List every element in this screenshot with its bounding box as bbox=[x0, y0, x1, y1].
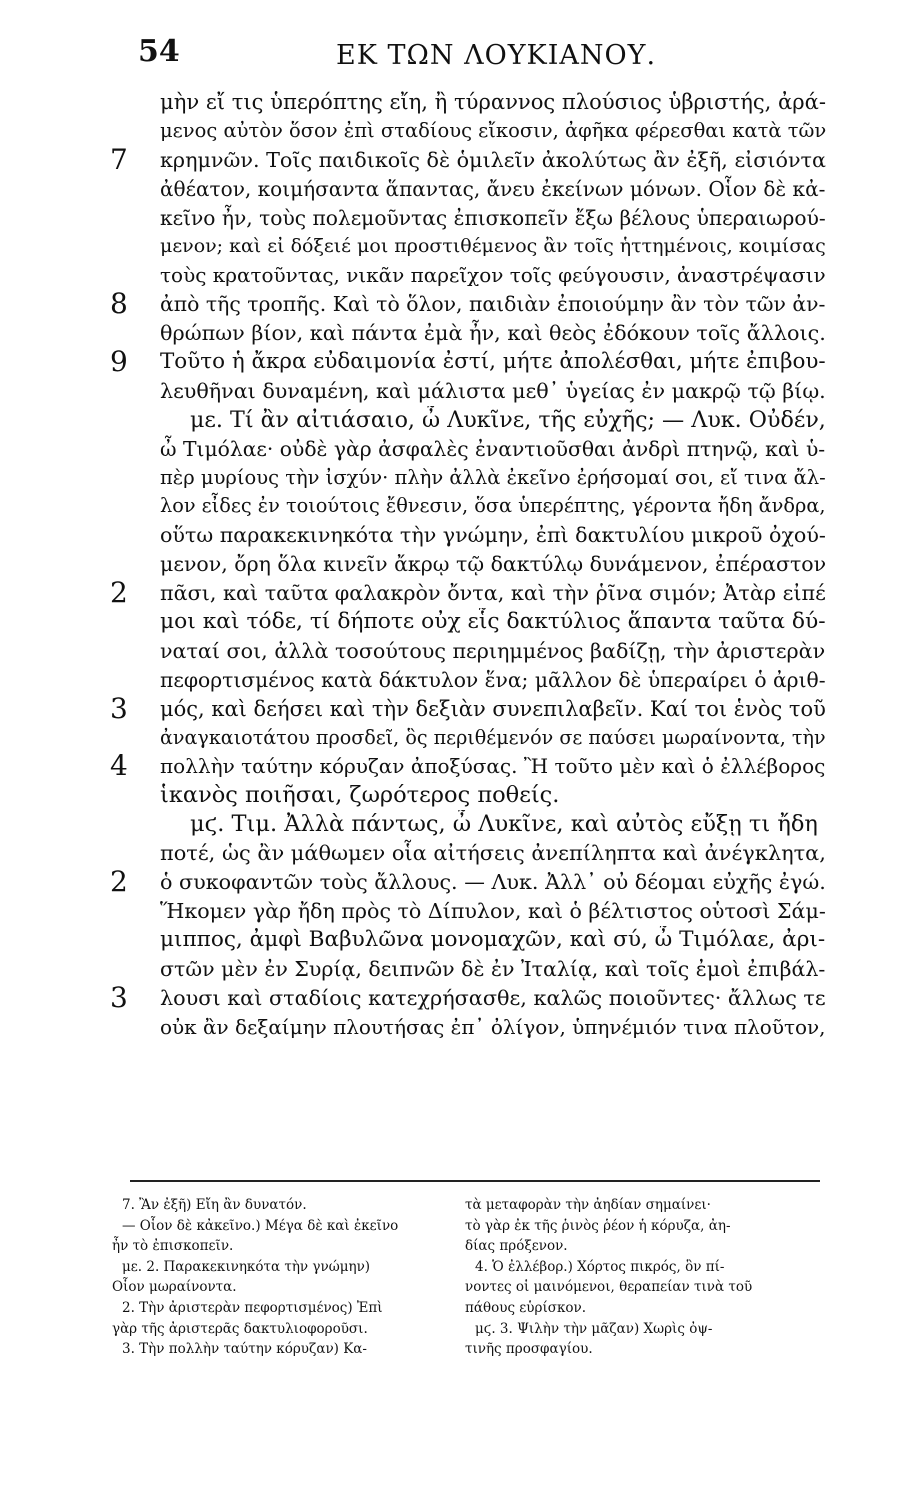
text-line bbox=[110, 435, 830, 464]
section-number: 3 bbox=[110, 983, 128, 1013]
running-title: ΕΚ ΤΩΝ ΛΟΥΚΙΑΝΟΥ. bbox=[336, 40, 657, 71]
text-line bbox=[110, 810, 830, 839]
footnote-line: γὰρ τῆς ἀριστερᾶς δακτυλιοφοροῦσι. bbox=[112, 1320, 368, 1337]
footnote-line: 2. Τὴν ἀριστερὰν πεφορτισμένος) Ἐπὶ bbox=[122, 1299, 383, 1316]
line-text: ἀθέατον, κοιμήσαντα ἅπαντας, ἄνευ ἐκείνων μόνων. Οἷον δὲ κἀ- bbox=[160, 176, 826, 201]
text-line bbox=[110, 955, 830, 984]
text-line bbox=[110, 1013, 830, 1042]
line-text: ναταί σοι, ἀλλὰ τοσούτους περιημμένος βαδίζῃ, τὴν ἀριστερὰν bbox=[160, 638, 826, 663]
line-text: θρώπων βίον, καὶ πάντα ἐμὰ ἦν, καὶ θεὸς ἐδόκουν τοῖς ἄλλοις. bbox=[160, 321, 826, 346]
footnote-line: δίας πρόξενον. bbox=[465, 1238, 568, 1255]
text-line bbox=[110, 521, 830, 550]
text-line bbox=[110, 608, 830, 637]
text-line bbox=[110, 637, 830, 666]
line-text: με. Τί ἂν αἰτιάσαιο, ὦ Λυκῖνε, τῆς εὐχῆς; — Λυκ. Οὐδέν, bbox=[190, 406, 826, 433]
line-text: ἀναγκαιοτάτου προσδεῖ, ὃς περιθέμενόν σε παύσει μωραίνοντα, τὴν bbox=[160, 725, 826, 749]
text-line bbox=[110, 897, 830, 926]
text-line bbox=[110, 88, 830, 117]
footnote-line: μϛ. 3. Ψιλὴν τὴν μᾶζαν) Χωρὶς ὀψ- bbox=[475, 1320, 713, 1337]
line-text: πὲρ μυρίους τὴν ἰσχύν· πλὴν ἀλλὰ ἐκεῖνο ἐρήσομαί σοι, εἴ τινα ἄλ- bbox=[160, 465, 826, 489]
main-text bbox=[110, 88, 830, 1041]
line-text: μός, καὶ δεήσει καὶ τὴν δεξιὰν συνεπιλαβεῖν. Καί τοι ἑνὸς τοῦ bbox=[160, 696, 826, 721]
text-line bbox=[110, 579, 830, 608]
text-line bbox=[110, 781, 830, 810]
line-text: ὦ Τιμόλαε· οὐδὲ γὰρ ἀσφαλὲς ἐναντιοῦσθαι ἀνδρὶ πτηνῷ, καὶ ὑ- bbox=[160, 436, 826, 461]
footnote-line: 7. Ἂν ἐξῆ) Εἴη ἂν δυνατόν. bbox=[122, 1197, 307, 1213]
line-text: ἱκανὸς ποιῆσαι, ζωρότερος ποθείς. bbox=[160, 782, 560, 809]
text-line bbox=[110, 319, 830, 348]
footnote-line: τινῆς προσφαγίου. bbox=[465, 1341, 593, 1358]
line-text: ἀπὸ τῆς τροπῆς. Καὶ τὸ ὅλον, παιδιὰν ἐποιούμην ἂν τὸν τῶν ἀν- bbox=[160, 292, 826, 317]
line-text: κεῖνο ἦν, τοὺς πολεμοῦντας ἐπισκοπεῖν ἔξω βέλους ὑπεραιωρού- bbox=[160, 205, 826, 230]
text-line bbox=[110, 232, 830, 261]
line-text: τοὺς κρατοῦντας, νικᾶν παρεῖχον τοῖς φεύγουσιν, ἀναστρέψασιν bbox=[160, 263, 826, 288]
line-text: στῶν μὲν ἐν Συρίᾳ, δειπνῶν δὲ ἐν Ἰταλίᾳ, καὶ τοῖς ἐμοὶ ἐπιβάλ- bbox=[160, 956, 826, 981]
line-text: οὐκ ἂν δεξαίμην πλουτήσας ἐπ᾽ ὀλίγον, ὑπηνέμιόν τινα πλοῦτον, bbox=[160, 1014, 826, 1039]
footnote-line: τὰ μεταφορὰν τὴν ἀηδίαν σημαίνει· bbox=[465, 1197, 711, 1213]
footnote-line: 4. Ὁ ἐλλέβορ.) Χόρτος πικρός, ὃν πί- bbox=[475, 1258, 725, 1275]
text-line bbox=[110, 204, 830, 233]
section-number: 8 bbox=[110, 290, 128, 320]
footnote-line: 3. Τὴν πολλὴν ταύτην κόρυζαν) Κα- bbox=[122, 1341, 367, 1358]
text-line bbox=[110, 868, 830, 897]
line-text: μενος αὐτὸν ὅσον ἐπὶ σταδίους εἴκοσιν, ἀφῆκα φέρεσθαι κατὰ τῶν bbox=[160, 118, 827, 142]
line-text: οὕτω παρακεκινηκότα τὴν γνώμην, ἐπὶ δακτυλίου μικροῦ ὀχού- bbox=[160, 523, 826, 548]
line-text: πεφορτισμένος κατὰ δάκτυλον ἕνα; μᾶλλον δὲ ὑπεραίρει ὁ ἀριθ- bbox=[160, 667, 826, 692]
line-text: Τοῦτο ἡ ἄκρα εὐδαιμονία ἐστί, μήτε ἀπολέσθαι, μήτε ἐπιβου- bbox=[160, 349, 826, 375]
footnote-line: ἦν τὸ ἐπισκοπεῖν. bbox=[112, 1238, 234, 1255]
text-line bbox=[110, 752, 830, 781]
text-line bbox=[110, 261, 830, 290]
line-text: κρημνῶν. Τοῖς παιδικοῖς δὲ ὁμιλεῖν ἀκολύτως ἂν ἐξῆ, εἰσιόντα bbox=[160, 147, 826, 172]
line-text: λουσι καὶ σταδίοις κατεχρήσασθε, καλῶς ποιοῦντες· ἄλλως τε bbox=[160, 985, 826, 1010]
section-number: 2 bbox=[110, 868, 128, 897]
line-text: λευθῆναι δυναμένη, καὶ μάλιστα μεθ᾽ ὑγείας ἐν μακρῷ τῷ βίῳ. bbox=[160, 378, 826, 403]
line-text: μενον, ὄρη ὅλα κινεῖν ἄκρῳ τῷ δακτύλῳ δυνάμενον, ἐπέραστον bbox=[160, 552, 827, 577]
line-text: ποτέ, ὡς ἂν μάθωμεν οἷα αἰτήσεις ἀνεπίληπτα καὶ ἀνέγκλητα, bbox=[160, 841, 826, 866]
footnote-line: νοντες οἱ μαινόμενοι, θεραπείαν τινὰ τοῦ bbox=[465, 1279, 753, 1296]
text-line bbox=[110, 984, 830, 1013]
text-line bbox=[110, 406, 830, 435]
text-line bbox=[110, 724, 830, 753]
line-text: Ἥκομεν γὰρ ἤδη πρὸς τὸ Δίπυλον, καὶ ὁ βέλτιστος οὑτοσὶ Σάμ- bbox=[160, 898, 826, 923]
footnotes-left-column bbox=[112, 1195, 457, 1360]
text-line bbox=[110, 146, 830, 175]
section-number: 4 bbox=[110, 752, 128, 782]
line-text: πολλὴν ταύτην κόρυζαν ἀποξύσας. Ἢ τοῦτο μὲν καὶ ὁ ἐλλέβορος bbox=[160, 754, 826, 779]
line-text: πᾶσι, καὶ ταῦτα φαλακρὸν ὄντα, καὶ τὴν ῥῖνα σιμόν; Ἀτὰρ εἰπέ bbox=[160, 581, 826, 606]
section-number: 9 bbox=[110, 348, 128, 377]
text-line bbox=[110, 348, 830, 377]
section-number: 3 bbox=[110, 694, 128, 724]
line-text: μενον; καὶ εἰ δόξειέ μοι προστιθέμενος ἂν τοῖς ἡττημένοις, κοιμίσας bbox=[160, 235, 826, 258]
text-line bbox=[110, 464, 830, 493]
footnote-line: Οἷον μωραίνοντα. bbox=[112, 1279, 237, 1296]
footnote-rule bbox=[130, 1180, 820, 1182]
section-number: 7 bbox=[110, 145, 128, 175]
text-line bbox=[110, 117, 830, 146]
line-text: μιππος, ἀμφὶ Βαβυλῶνα μονομαχῶν, καὶ σύ, ὦ Τιμόλαε, ἀρι- bbox=[160, 926, 826, 952]
section-number: 2 bbox=[110, 579, 128, 609]
page-header bbox=[138, 34, 818, 82]
line-text: ὁ συκοφαντῶν τοὺς ἄλλους. — Λυκ. Ἀλλ᾽ οὐ δέομαι εὐχῆς ἐγώ. bbox=[160, 870, 826, 895]
text-line bbox=[110, 839, 830, 868]
text-line bbox=[110, 666, 830, 695]
text-line bbox=[110, 550, 830, 579]
line-text: μὴν εἴ τις ὑπερόπτης εἴη, ἢ τύραννος πλούσιος ὑβριστής, ἀρά- bbox=[160, 89, 827, 114]
text-line bbox=[110, 377, 830, 406]
page-number: 54 bbox=[138, 34, 180, 69]
text-line bbox=[110, 175, 830, 204]
footnote-line: με. 2. Παρακεκινηκότα τὴν γνώμην) bbox=[122, 1258, 371, 1275]
footnote-line: πάθους εὑρίσκον. bbox=[465, 1299, 587, 1316]
line-text: μϛ. Τιμ. Ἀλλὰ πάντως, ὦ Λυκῖνε, καὶ αὐτὸς εὔξῃ τι ἤδη bbox=[190, 811, 818, 838]
text-line bbox=[110, 926, 830, 955]
footnotes-right-column bbox=[465, 1195, 830, 1360]
text-line bbox=[110, 290, 830, 319]
text-line bbox=[110, 492, 830, 521]
footnote-line: τὸ γὰρ ἐκ τῆς ῥινὸς ῥέον ἡ κόρυζα, ἀη- bbox=[465, 1217, 731, 1234]
footnote-line: — Οἷον δὲ κἀκεῖνο.) Μέγα δὲ καὶ ἐκεῖνο bbox=[122, 1217, 399, 1234]
text-line bbox=[110, 695, 830, 724]
line-text: λον εἶδες ἐν τοιούτοις ἔθνεσιν, ὅσα ὑπερέπτης, γέροντα ἤδη ἄνδρα, bbox=[160, 494, 826, 518]
line-text: μοι καὶ τόδε, τί δήποτε οὐχ εἷς δακτύλιος ἅπαντα ταῦτα δύ- bbox=[160, 609, 826, 635]
